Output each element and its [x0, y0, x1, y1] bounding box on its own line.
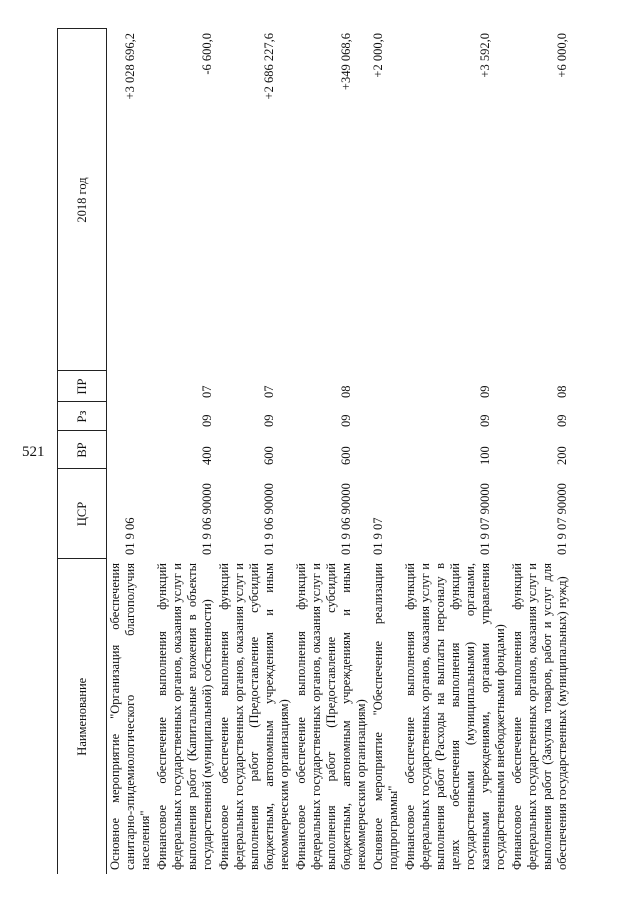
row-name: Финансовое обеспечение выполнения функций федеральных государственных органов, оказания услуг и выполнения работ (Расходы на выплаты персоналу в целях обеспечения выполнения функций государственными (муниципальными) органами, казенными учреждениями, органами управления государственными внебюджетными фондами) [403, 563, 507, 870]
row-name: Финансовое обеспечение выполнения функций федеральных государственных органов, оказания услуг и выполнения работ (Капитальные вложения в объекты государственной (муниципальной) собственности) [155, 563, 214, 870]
row-csr: 01 9 06 [123, 517, 137, 555]
header-pr: ПР [58, 371, 107, 402]
row-amount: +2 686 227,6 [262, 33, 276, 100]
row-rz: 09 [339, 414, 353, 427]
row-amount: +349 068,6 [339, 33, 353, 91]
page-number: 521 [22, 444, 45, 460]
row-rz: 09 [200, 414, 214, 427]
header-csr: ЦСР [58, 469, 107, 559]
row-pr: 08 [339, 385, 353, 398]
table-row [107, 29, 155, 874]
row-name: Финансовое обеспечение выполнения функций федеральных государственных органов, оказания услуг и выполнения работ (Закупка товаров, работ и услуг для обеспечения государственных (муниципальных) нужд) [510, 563, 569, 870]
row-pr [107, 371, 155, 402]
row-csr: 01 9 06 90000 [262, 483, 276, 555]
row-rz [370, 402, 402, 431]
row-amount: -6 600,0 [200, 33, 214, 75]
row-csr: 01 9 07 [371, 517, 385, 555]
row-name: Финансовое обеспечение выполнения функций федеральных государственных органов, оказания услуг и выполнения работ (Предоставление субсидий бюджетным, автономным учреждениям и иным некоммерческим организациям) [217, 563, 291, 870]
table-row [293, 29, 370, 874]
row-pr [370, 371, 402, 402]
row-name: Финансовое обеспечение выполнения функций федеральных государственных органов, оказания услуг и выполнения работ (Предоставление субсидий бюджетным, автономным учреждениям и иным некоммерческим организациям) [294, 563, 368, 870]
row-csr: 01 9 07 90000 [478, 483, 492, 555]
row-name: Основное мероприятие "Организация обеспечения санитарно-эпидемиологического благополучия населения" [108, 563, 152, 870]
row-vr: 100 [478, 446, 492, 465]
row-vr: 400 [200, 446, 214, 465]
row-csr: 01 9 07 90000 [555, 483, 569, 555]
row-name: Основное мероприятие "Обеспечение реализации подпрограммы" [371, 563, 400, 870]
row-amount: +2 000,0 [371, 33, 385, 78]
row-rz: 09 [555, 414, 569, 427]
row-vr: 200 [555, 446, 569, 465]
table-row [216, 29, 293, 874]
row-pr: 09 [478, 385, 492, 398]
row-vr [370, 431, 402, 469]
header-year: 2018 год [58, 29, 107, 371]
rotated-table-container [57, 29, 597, 874]
row-vr: 600 [339, 446, 353, 465]
table-row [509, 29, 571, 874]
row-amount: +3 028 696,2 [123, 33, 137, 100]
header-name: Наименование [58, 559, 107, 874]
table-row [402, 29, 509, 874]
row-csr: 01 9 06 90000 [339, 483, 353, 555]
row-pr: 07 [262, 385, 276, 398]
table-row [370, 29, 402, 874]
budget-table [57, 29, 571, 875]
row-rz: 09 [262, 414, 276, 427]
row-csr: 01 9 06 90000 [200, 483, 214, 555]
row-pr: 07 [200, 385, 214, 398]
row-vr: 600 [262, 446, 276, 465]
row-amount: +6 000,0 [555, 33, 569, 78]
row-pr: 08 [555, 385, 569, 398]
row-rz [107, 402, 155, 431]
row-rz: 09 [478, 414, 492, 427]
table-header-row [58, 29, 107, 874]
header-vr: ВР [58, 431, 107, 469]
header-rz: Рз [58, 402, 107, 431]
row-vr [107, 431, 155, 469]
row-amount: +3 592,0 [478, 33, 492, 78]
table-row [154, 29, 216, 874]
